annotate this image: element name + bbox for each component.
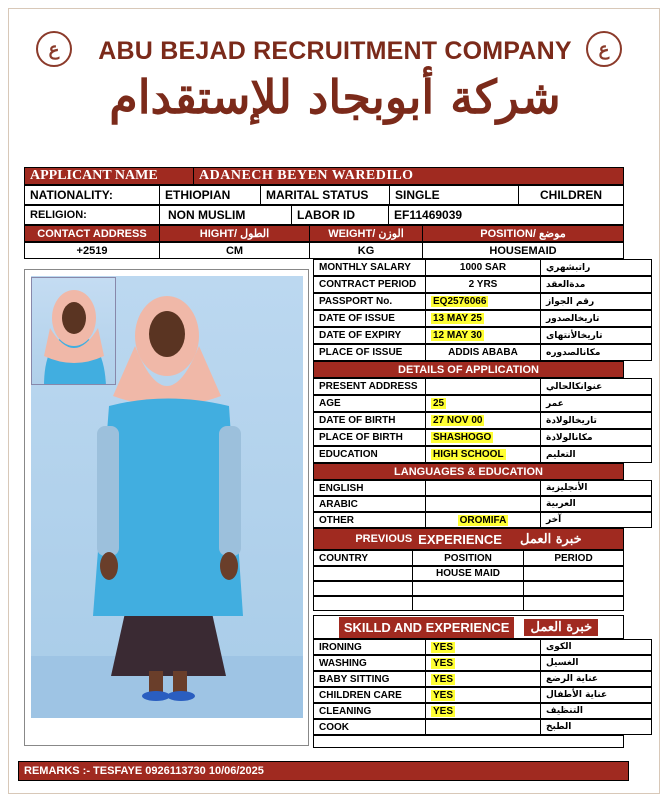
row-value: [425, 395, 541, 412]
row-label: MONTHLY SALARY: [313, 259, 426, 276]
row-label: WASHING: [313, 655, 426, 671]
exp-cell: [313, 566, 413, 581]
row-value: [425, 719, 541, 735]
exp-cell: [412, 581, 524, 596]
row-label: CONTRACT PERIOD: [313, 276, 426, 293]
row-value: [425, 687, 541, 703]
row-label-ar: تاريخالولادة: [540, 412, 652, 429]
row-value: [425, 412, 541, 429]
row-label: PASSPORT No.: [313, 293, 426, 310]
row-label-ar: مكانالصدوره: [540, 344, 652, 361]
contact-address-value: +2519: [24, 242, 160, 259]
row-value-text: YES: [433, 673, 454, 685]
position-value: HOUSEMAID: [422, 242, 624, 259]
experience-heading-ar: خبرة العمل: [519, 531, 582, 547]
row-value-text: 13 MAY 25: [433, 313, 482, 324]
row-label-ar: عناية الأطفال: [540, 687, 652, 703]
row-label-ar: الطبخ: [540, 719, 652, 735]
row-value: [425, 480, 541, 496]
row-value: [425, 703, 541, 719]
row-label-ar: عناية الرضع: [540, 671, 652, 687]
labor-id-label: LABOR ID: [291, 205, 389, 225]
row-label: PLACE OF ISSUE: [313, 344, 426, 361]
row-value-text: SHASHOGO: [433, 432, 492, 443]
exp-cell: [523, 566, 624, 581]
row-label: DATE OF EXPIRY: [313, 327, 426, 344]
children-label: CHILDREN: [518, 185, 624, 205]
labor-id-value: EF11469039: [388, 205, 624, 225]
row-value: [425, 293, 541, 310]
experience-heading-prefix: PREVIOUS: [355, 533, 413, 545]
company-title-ar: شركة أبوبجاد للإستقدام: [109, 70, 561, 124]
row-value: [425, 671, 541, 687]
weight-header: WEIGHT/ الوزن: [309, 225, 423, 242]
row-label-ar: آخر: [540, 512, 652, 528]
exp-cell: [313, 596, 413, 611]
row-label: CLEANING: [313, 703, 426, 719]
contact-address-header: CONTACT ADDRESS: [24, 225, 160, 242]
row-label: DATE OF ISSUE: [313, 310, 426, 327]
row-value: [425, 259, 541, 276]
row-label-ar: رقم الجواز: [540, 293, 652, 310]
row-value-text: 1000 SAR: [459, 262, 507, 273]
exp-cell: [313, 581, 413, 596]
row-label-ar: راتبشهري: [540, 259, 652, 276]
exp-cell: [523, 581, 624, 596]
remarks-bar: REMARKS :- TESFAYE 0926113730 10/06/2025: [18, 761, 629, 781]
row-value-text: 2 YRS: [468, 279, 498, 290]
row-value-text: EQ2576066: [433, 296, 487, 307]
application-heading: DETAILS OF APPLICATION: [313, 361, 624, 378]
row-value: [425, 327, 541, 344]
row-label: PLACE OF BIRTH: [313, 429, 426, 446]
weight-value: KG: [309, 242, 423, 259]
row-value-text: YES: [433, 641, 454, 653]
height-header: HIGHT/ الطول: [159, 225, 310, 242]
religion-label: RELIGION:: [24, 205, 160, 225]
applicant-name-value: ADANECH BEYEN WAREDILO: [193, 167, 624, 185]
exp-cell: [523, 596, 624, 611]
row-label-ar: عنوانكالحالي: [540, 378, 652, 395]
exp-cell: HOUSE MAID: [412, 566, 524, 581]
row-value: [425, 446, 541, 463]
nationality-label: NATIONALITY:: [24, 185, 160, 205]
row-label: OTHER: [313, 512, 426, 528]
col-country: COUNTRY: [313, 550, 413, 566]
row-value: [425, 344, 541, 361]
height-value: CM: [159, 242, 310, 259]
marital-status-label: MARITAL STATUS: [260, 185, 390, 205]
row-label-ar: عمر: [540, 395, 652, 412]
row-label: IRONING: [313, 639, 426, 655]
row-label: AGE: [313, 395, 426, 412]
row-value: [425, 639, 541, 655]
row-label-ar: الكوى: [540, 639, 652, 655]
row-label-ar: مكانالولادة: [540, 429, 652, 446]
row-label: PRESENT ADDRESS: [313, 378, 426, 395]
row-label-ar: تاريخالصدور: [540, 310, 652, 327]
applicant-name-label: APPLICANT NAME: [24, 167, 194, 185]
row-value: [425, 496, 541, 512]
row-value-text: YES: [433, 705, 454, 717]
row-label: ENGLISH: [313, 480, 426, 496]
skills-heading: [313, 615, 624, 639]
row-label-ar: الأنجليزية: [540, 480, 652, 496]
row-label: COOK: [313, 719, 426, 735]
marital-status-value: SINGLE: [389, 185, 519, 205]
row-value-text: 25: [433, 398, 445, 409]
row-label: BABY SITTING: [313, 671, 426, 687]
skills-heading-en: SKILLD AND EXPERIENCE: [339, 617, 515, 638]
row-label: DATE OF BIRTH: [313, 412, 426, 429]
company-logo-left: ع: [36, 31, 72, 67]
row-value-text: OROMIFA: [459, 514, 507, 526]
row-value: [425, 655, 541, 671]
skills-heading-ar: خبرة العمل: [524, 619, 598, 636]
applicant-photo-portrait: [31, 277, 116, 385]
languages-heading: LANGUAGES & EDUCATION: [313, 463, 624, 480]
row-value-text: YES: [433, 657, 454, 669]
row-value-text: 27 NOV 00: [433, 415, 483, 426]
row-label-ar: مدةالعقد: [540, 276, 652, 293]
row-value: [425, 276, 541, 293]
col-period: PERIOD: [523, 550, 624, 566]
row-value-text: HIGH SCHOOL: [433, 449, 504, 460]
row-value: [425, 512, 541, 528]
row-label-ar: التعليم: [540, 446, 652, 463]
exp-cell: [412, 596, 524, 611]
experience-heading-bold: EXPERIENCE: [418, 531, 502, 547]
row-value: [425, 310, 541, 327]
row-value: [425, 429, 541, 446]
col-position: POSITION: [412, 550, 524, 566]
experience-heading: [313, 528, 624, 550]
row-label: ARABIC: [313, 496, 426, 512]
company-logo-right: ع: [586, 31, 622, 67]
row-label-ar: التنظيف: [540, 703, 652, 719]
row-value-text: ADDIS ABABA: [448, 347, 518, 358]
row-label-ar: الغسيل: [540, 655, 652, 671]
row-label-ar: تاريخالأنتهاى: [540, 327, 652, 344]
company-title-en: ABU BEJAD RECRUITMENT COMPANY: [98, 37, 572, 65]
nationality-value: ETHIOPIAN: [159, 185, 261, 205]
row-value: [425, 378, 541, 395]
religion-value: NON MUSLIM: [159, 205, 292, 225]
row-label: EDUCATION: [313, 446, 426, 463]
position-header: POSITION/ موضع: [422, 225, 624, 242]
skills-blank-row: [313, 735, 624, 748]
row-label: CHILDREN CARE: [313, 687, 426, 703]
row-value-text: YES: [433, 689, 454, 701]
row-value-text: 12 MAY 30: [433, 330, 482, 341]
row-label-ar: العربية: [540, 496, 652, 512]
